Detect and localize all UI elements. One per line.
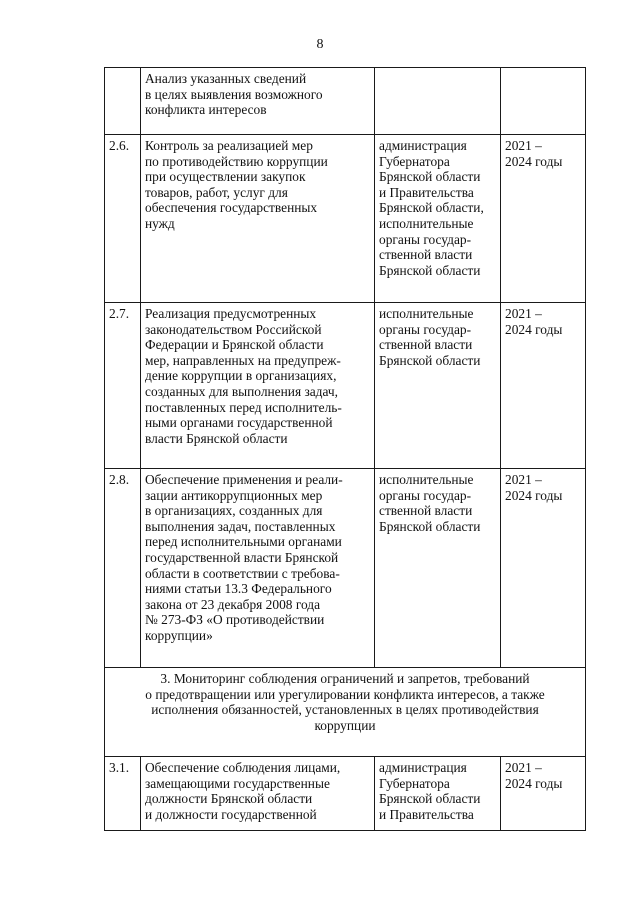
action-line: нужд [145,215,175,231]
action-line: законодательством Российской [145,321,322,337]
page-number: 8 [316,37,324,52]
action-line: товаров, работ, услуг для [145,184,288,200]
action-line: зации антикоррупционных мер [145,487,323,503]
action-cell [141,135,375,303]
term-line: 2024 годы [505,775,563,791]
executor-cell [375,68,501,135]
term-line: 2021 – [505,760,542,775]
term-line: 2021 – [505,138,542,153]
term-line: 2024 годы [505,153,563,169]
term-line: 2024 годы [505,487,563,503]
executor-line: ственной власти [379,337,473,353]
action-line: обеспечения государственных [145,200,318,216]
term-cell [501,757,586,831]
executor-cell [375,469,501,668]
action-line: коррупции» [145,627,213,643]
executor-cell [375,757,501,831]
executor-line: Брянской области, [379,200,484,216]
action-cell [141,303,375,469]
action-line: по противодействию коррупции [145,153,328,169]
measures-table [104,67,586,831]
executor-line: Брянской области [379,169,481,185]
table-row [105,68,586,135]
action-line: области в соответствии с требова- [145,565,340,581]
term-cell [501,469,586,668]
action-line: замещающими государственные [145,775,330,791]
action-line: ниями статьи 13.3 Федерального [145,581,332,597]
action-line: Анализ указанных сведений [145,71,307,86]
executor-line: Брянской области [379,352,481,368]
action-line: при осуществлении закупок [145,169,306,185]
action-line: конфликта интересов [145,102,267,118]
action-line: государственной власти Брянской [145,549,339,565]
executor-line: исполнительные [379,306,474,321]
executor-line: органы государ- [379,231,472,247]
executor-line: органы государ- [379,487,472,503]
section-heading-line: 3. Мониторинг соблюдения ограничений и запретов, требований [160,671,530,686]
action-line: и должности государственной [145,806,317,822]
action-cell [141,757,375,831]
action-line: перед исполнительными органами [145,534,342,550]
executor-cell [375,303,501,469]
term-cell [501,68,586,135]
executor-line: Губернатора [379,153,450,169]
item-number: 3.1. [105,757,141,831]
executor-line: Губернатора [379,775,450,791]
section-heading-row [105,668,586,757]
action-line: закона от 23 декабря 2008 года [145,596,321,612]
action-line: должности Брянской области [145,791,313,807]
table-row [105,303,586,469]
executor-cell [375,135,501,303]
term-line: 2021 – [505,306,542,321]
item-number: 2.6. [105,135,141,303]
action-line: Контроль за реализацией мер [145,138,313,153]
item-number [105,68,141,135]
section-heading-line: исполнения обязанностей, установленных в целях противодействия [151,702,539,718]
section-heading-line: о предотвращении или урегулировании конфликта интересов, а также [145,686,545,702]
action-line: мер, направленных на предупреж- [145,352,341,368]
item-number: 2.7. [105,303,141,469]
action-cell [141,469,375,668]
action-line: созданных для выполнения задач, [145,383,338,399]
executor-line: Брянской области [379,791,481,807]
executor-line: администрация [379,760,467,775]
action-cell [141,68,375,135]
action-line: Обеспечение соблюдения лицами, [145,760,341,775]
action-line: № 273-ФЗ «О противодействии [145,612,325,628]
section-heading [105,668,586,757]
table-row [105,469,586,668]
action-line: ными органами государственной [145,415,333,431]
action-line: дение коррупции в организациях, [145,368,337,384]
action-line: в организациях, созданных для [145,503,323,519]
executor-line: и Правительства [379,806,474,822]
executor-line: Брянской области [379,518,481,534]
term-line: 2021 – [505,472,542,487]
action-line: в целях выявления возможного [145,86,323,102]
term-cell [501,135,586,303]
action-line: Федерации и Брянской области [145,337,324,353]
term-line: 2024 годы [505,321,563,337]
table-row [105,757,586,831]
item-number: 2.8. [105,469,141,668]
action-line: власти Брянской области [145,430,288,446]
executor-line: органы государ- [379,321,472,337]
executor-line: исполнительные [379,472,474,487]
action-line: выполнения задач, поставленных [145,518,336,534]
term-cell [501,303,586,469]
action-line: Реализация предусмотренных [145,306,317,321]
section-heading-line: коррупции [314,717,376,733]
action-line: поставленных перед исполнитель- [145,399,342,415]
action-line: Обеспечение применения и реали- [145,472,343,487]
executor-line: администрация [379,138,467,153]
executor-line: исполнительные [379,215,474,231]
executor-line: и Правительства [379,184,474,200]
executor-line: ственной власти [379,503,473,519]
executor-line: Брянской области [379,262,481,278]
executor-line: ственной власти [379,247,473,263]
table-row [105,135,586,303]
